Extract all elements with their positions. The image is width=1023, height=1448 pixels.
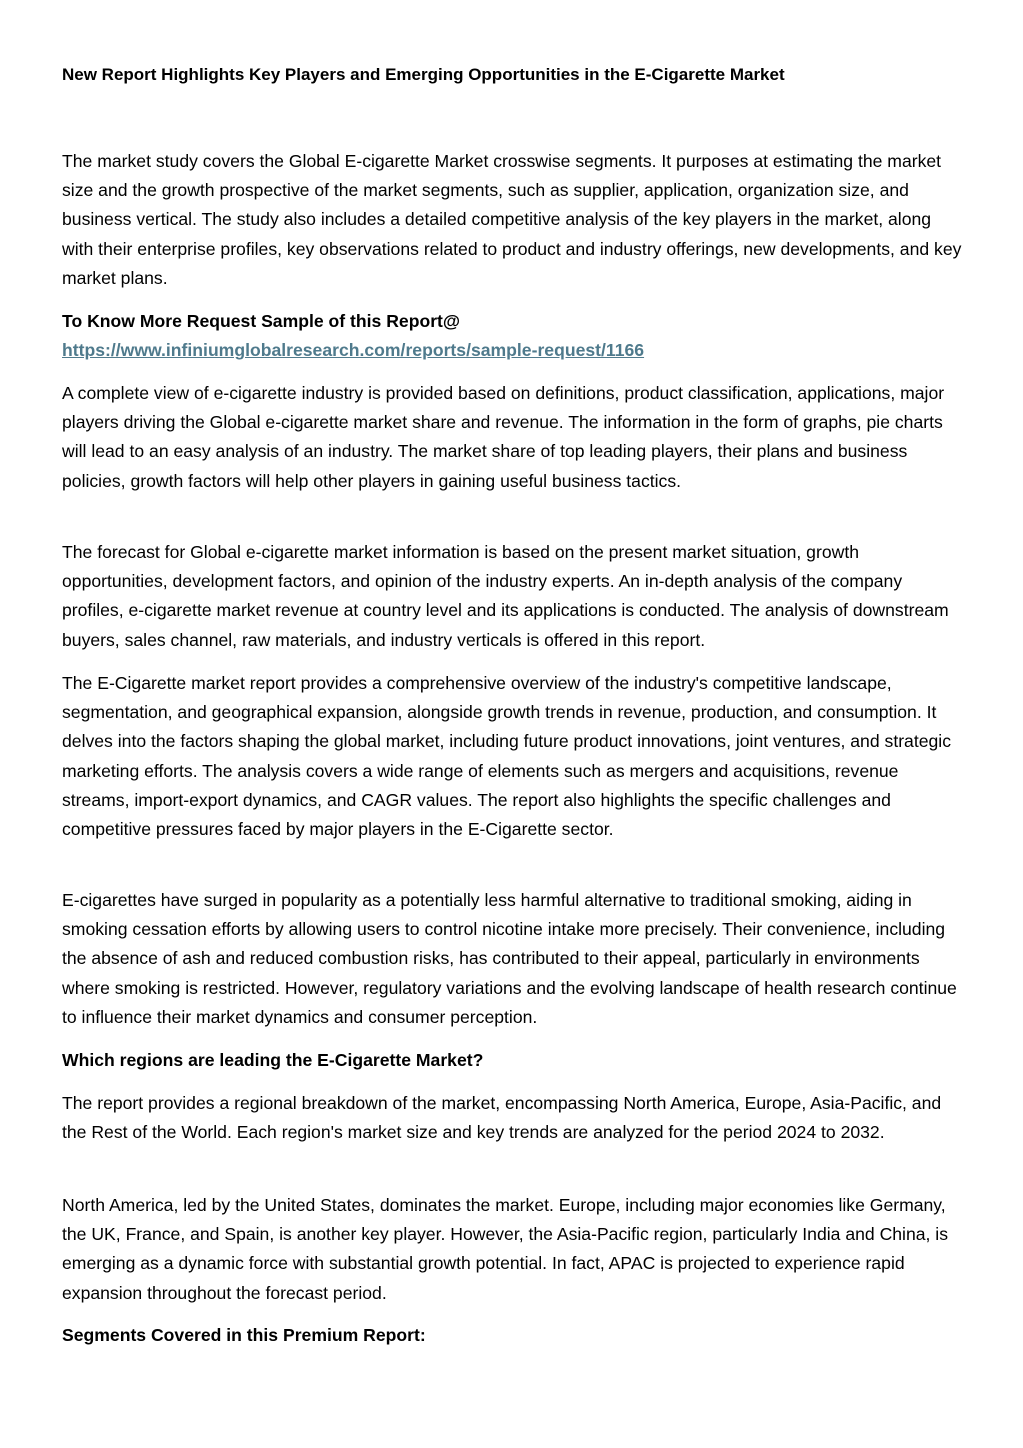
market-report-paragraph: The E-Cigarette market report provides a comprehensive overview of the industry's competitive landscape, segmentation, and geographical expansion, alongside growth trends in revenue, production, and consumption. It delves into the factors shaping the global market, including future product innovations, joint ventures, and strategic marketing efforts. The analysis covers a wide range of elements such as mergers and acquisitions, revenue streams, import-export dynamics, and CAGR values. The report also highlights the specific challenges and competitive pressures faced by major players in the E-Cigarette sector. bbox=[62, 673, 952, 840]
sample-request-heading: To Know More Request Sample of this Report@ bbox=[62, 311, 461, 331]
sample-request-block bbox=[62, 307, 962, 365]
popularity-paragraph: E-cigarettes have surged in popularity as a potentially less harmful alternative to traditional smoking, aiding in smoking cessation efforts by allowing users to control nicotine intake more precisely. Their convenience, including the absence of ash and reduced combustion risks, has contributed to their appeal, particularly in environments where smoking is restricted. However, regulatory variations and the evolving landscape of health research continue to influence their market dynamics and consumer perception. bbox=[62, 890, 957, 1027]
forecast-paragraph: The forecast for Global e-cigarette market information is based on the present market situation, growth opportunities, development factors, and opinion of the industry experts. An in-depth analysis of the company profiles, e-cigarette market revenue at country level and its applications is conducted. The analysis of downstream buyers, sales channel, raw materials, and industry verticals is offered in this report. bbox=[62, 542, 949, 650]
sample-request-link[interactable]: https://www.infiniumglobalresearch.com/reports/sample-request/1166 bbox=[62, 340, 645, 361]
north-america-paragraph: North America, led by the United States, dominates the market. Europe, including major economies like Germany, the UK, France, and Spain, is another key player. However, the Asia-Pacific region, particularly India and China, is emerging as a dynamic force with substantial growth potential. In fact, APAC is projected to experience rapid expansion throughout the forecast period. bbox=[62, 1195, 949, 1303]
regional-breakdown-paragraph: The report provides a regional breakdown of the market, encompassing North America, Europe, Asia-Pacific, and the Rest of the World. Each region's market size and key trends are analyzed for the period 2024 to 2032. bbox=[62, 1093, 942, 1143]
intro-paragraph: The market study covers the Global E-cigarette Market crosswise segments. It purposes at estimating the market size and the growth prospective of the market segments, such as supplier, application, organization size, and business vertical. The study also includes a detailed competitive analysis of the key players in the market, along with their enterprise profiles, key observations related to product and industry offerings, new developments, and key market plans. bbox=[62, 151, 962, 288]
industry-view-paragraph: A complete view of e-cigarette industry is provided based on definitions, product classification, applications, major players driving the Global e-cigarette market share and revenue. The information in the form of graphs, pie charts will lead to an easy analysis of an industry. The market share of top leading players, their plans and business policies, growth factors will help other players in gaining useful business tactics. bbox=[62, 383, 945, 491]
document-title: New Report Highlights Key Players and Emerging Opportunities in the E-Cigarette Market bbox=[62, 65, 785, 84]
regions-heading: Which regions are leading the E-Cigarette Market? bbox=[62, 1050, 484, 1070]
segments-heading: Segments Covered in this Premium Report: bbox=[62, 1325, 426, 1345]
